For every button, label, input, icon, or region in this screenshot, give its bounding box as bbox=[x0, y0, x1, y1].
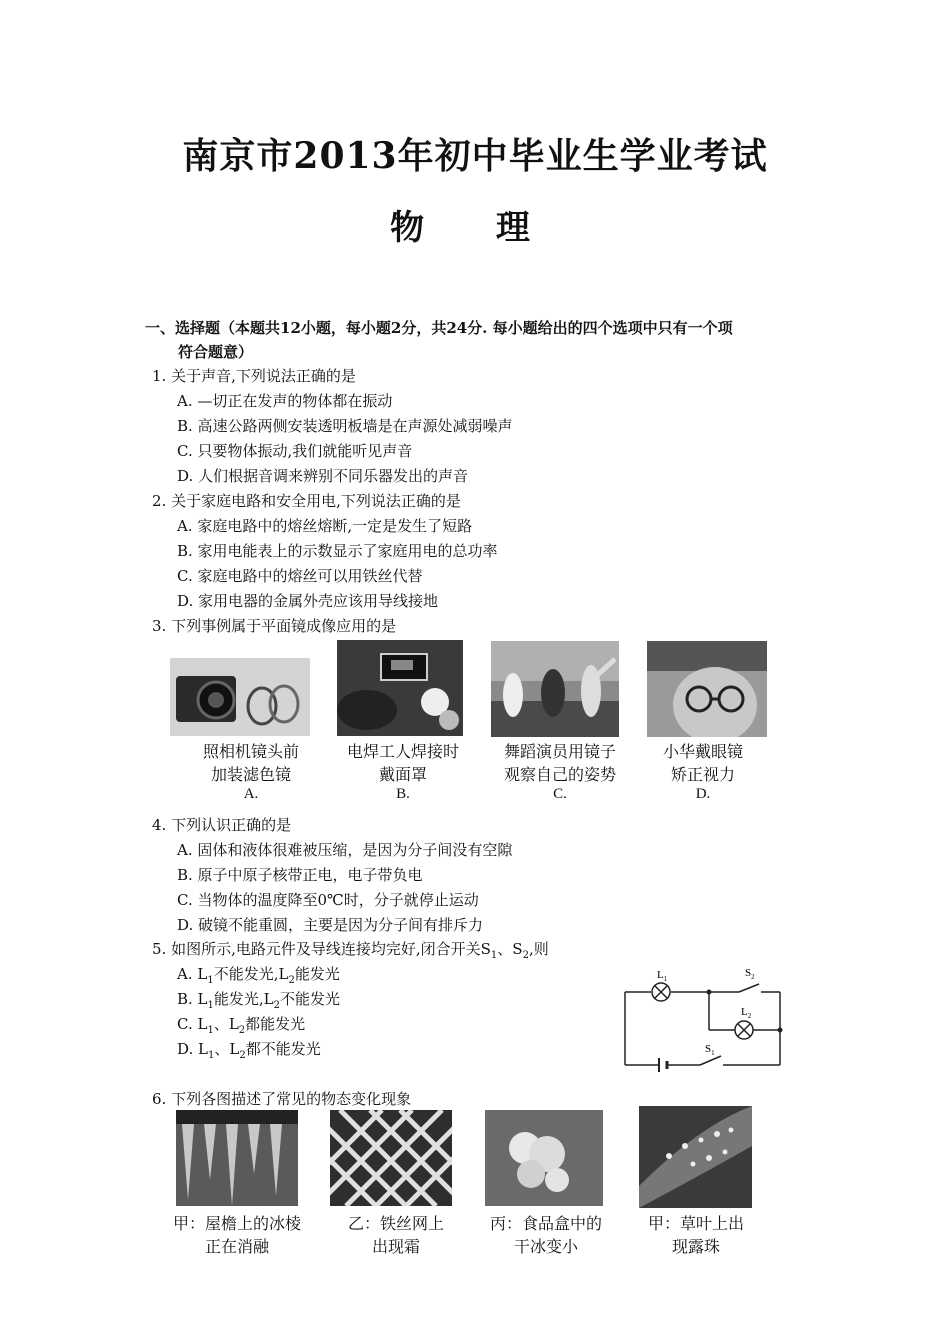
question-3-stem: 3. 下列事例属于平面镜成像应用的是 bbox=[152, 617, 397, 635]
question-1-option-c: C. 只要物体振动,我们就能听见声音 bbox=[177, 442, 413, 460]
figure-d-caption-line1: 小华戴眼镜 bbox=[662, 742, 743, 761]
figure-c-letter: C. bbox=[553, 786, 567, 802]
figure-a-letter: A. bbox=[243, 786, 259, 802]
label-l1: $L_1$ bbox=[657, 969, 668, 983]
figure-b-caption-line2: 戴面罩 bbox=[378, 765, 427, 784]
dancers-mirror-photo bbox=[491, 641, 619, 737]
label-s2: $S_2$ bbox=[745, 967, 755, 981]
question-5-option-c: C. $L_1$、$L_2$都能发光 bbox=[177, 1015, 306, 1036]
figure-d-letter: D. bbox=[695, 786, 711, 802]
question-1-option-d: D. 人们根据音调来辨别不同乐器发出的声音 bbox=[177, 467, 469, 485]
glasses-girl-photo bbox=[647, 641, 767, 737]
subject-title: 物 理 bbox=[390, 208, 560, 248]
section-heading bbox=[145, 316, 825, 364]
circuit-diagram bbox=[615, 960, 790, 1075]
label-l2: $L_2$ bbox=[741, 1006, 752, 1020]
figure-b-letter: B. bbox=[396, 786, 410, 802]
question-4-option-a: A. 固体和液体很难被压缩，是因为分子间没有空隙 bbox=[177, 841, 513, 859]
question-4-stem: 4. 下列认识正确的是 bbox=[152, 816, 292, 834]
figure-a-caption-line1: 照相机镜头前 bbox=[202, 742, 299, 761]
question-5-stem: 5. 如图所示,电路元件及导线连接均完好,闭合开关$S_1$、$S_2$,则 bbox=[152, 940, 549, 961]
question-6-stem: 6. 下列各图描述了常见的物态变化现象 bbox=[152, 1090, 412, 1108]
question-5-option-a: A. $L_1$不能发光$,L_2$能发光 bbox=[177, 965, 340, 986]
question-4-option-b: B. 原子中原子核带正电，电子带负电 bbox=[177, 866, 423, 884]
exam-title: 南京市2013年初中毕业生学业考试 bbox=[182, 135, 768, 177]
question-1-option-b: B. 高速公路两侧安装透明板墙是在声源处减弱噪声 bbox=[177, 417, 513, 435]
figure-d-caption-line2: 矫正视力 bbox=[670, 765, 735, 784]
question-2-option-c: C. 家庭电路中的熔丝可以用铁丝代替 bbox=[177, 567, 423, 585]
question-4-option-d: D. 破镜不能重圆，主要是因为分子间有排斥力 bbox=[177, 916, 484, 934]
figure-c-caption-line1: 舞蹈演员用镜子 bbox=[503, 742, 616, 761]
question-1-option-a: A. —切正在发声的物体都在振动 bbox=[177, 392, 393, 410]
label-s1: $S_1$ bbox=[705, 1043, 715, 1057]
question-5-option-d: D. $L_1$、$L_2$都不能发光 bbox=[177, 1040, 321, 1061]
q6-figure-4-caption-line2: 现露珠 bbox=[671, 1237, 720, 1256]
dry-ice-photo bbox=[485, 1110, 603, 1206]
dew-drops-photo bbox=[639, 1106, 752, 1208]
q6-figure-1-caption-line2: 正在消融 bbox=[204, 1237, 269, 1256]
q6-figure-3-caption-line1: 丙：食品盒中的 bbox=[489, 1214, 602, 1233]
q6-figure-2-caption-line1: 乙：铁丝网上 bbox=[347, 1214, 444, 1233]
question-2-stem: 2. 关于家庭电路和安全用电,下列说法正确的是 bbox=[152, 492, 461, 510]
question-2-option-a: A. 家庭电路中的熔丝熔断,一定是发生了短路 bbox=[177, 517, 473, 535]
question-2-option-b: B. 家用电能表上的示数显示了家庭用电的总功率 bbox=[177, 542, 498, 560]
wire-mesh-frost-photo bbox=[330, 1110, 452, 1206]
figure-c-caption-line2: 观察自己的姿势 bbox=[503, 765, 616, 784]
section-heading-line1: 一、选择题（本题共12小题，每小题2分，共24分. 每小题给出的四个选项中只有一个项 bbox=[145, 319, 733, 337]
q6-figure-4-caption-line1: 甲：草叶上出 bbox=[647, 1214, 744, 1233]
section-heading-line2: 符合题意） bbox=[178, 343, 254, 361]
camera-filter-photo bbox=[170, 658, 310, 736]
q6-figure-3-caption-line2: 干冰变小 bbox=[513, 1237, 578, 1256]
q6-figure-1-caption-line1: 甲：屋檐上的冰棱 bbox=[172, 1214, 301, 1233]
question-5-option-b: B. $L_1$能发光$,L_2$不能发光 bbox=[177, 990, 341, 1011]
icicles-photo bbox=[176, 1110, 298, 1206]
question-1-stem: 1. 关于声音,下列说法正确的是 bbox=[152, 367, 356, 385]
q6-figure-2-caption-line2: 出现霜 bbox=[371, 1237, 420, 1256]
figure-b-caption-line1: 电焊工人焊接时 bbox=[346, 742, 459, 761]
question-2-option-d: D. 家用电器的金属外壳应该用导线接地 bbox=[177, 592, 439, 610]
question-4-option-c: C. 当物体的温度降至0℃时，分子就停止运动 bbox=[177, 891, 479, 909]
welder-mask-photo bbox=[337, 640, 463, 736]
figure-a-caption-line2: 加装滤色镜 bbox=[210, 765, 291, 784]
